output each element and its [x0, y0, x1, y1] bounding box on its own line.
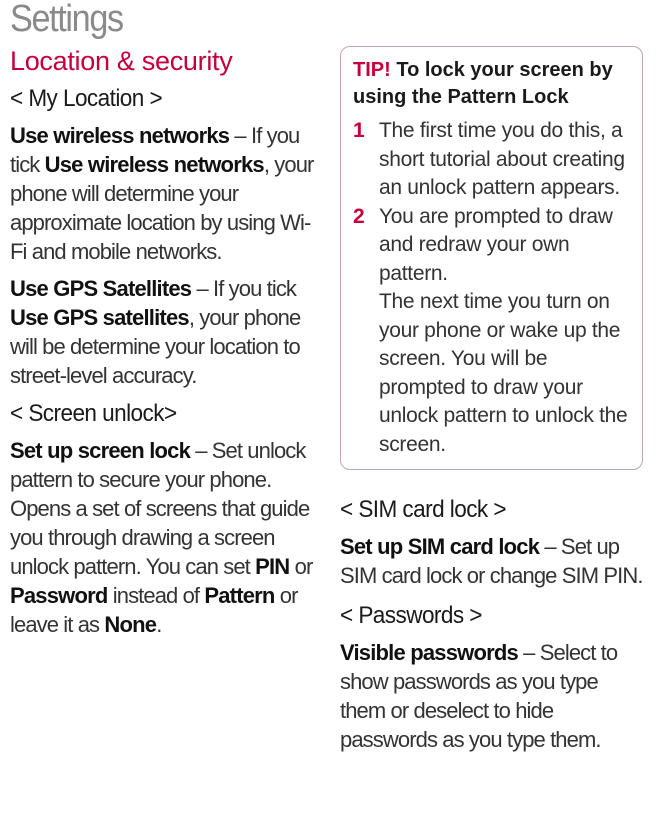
- my-location-heading: < My Location >: [10, 85, 163, 112]
- step-text: The first time you do this, a short tutorial about creating an unlock pattern appears.: [379, 119, 625, 199]
- term-none: None: [104, 612, 157, 637]
- tip-label: TIP!: [353, 59, 391, 81]
- term-visible-passwords: Visible passwords: [340, 640, 518, 665]
- screen-unlock-heading: < Screen unlock>: [10, 400, 177, 427]
- tip-step-1: [353, 117, 630, 203]
- tip-step-2: [353, 203, 630, 460]
- step-number: 2: [353, 204, 365, 228]
- page-title: Settings: [10, 0, 123, 40]
- tip-box: [340, 46, 643, 470]
- term-set-up-sim-card-lock: Set up SIM card lock: [340, 534, 540, 559]
- screen-lock-paragraph: Set up screen lock – Set unlock pattern to secure your phone. Opens a set of screens that guide you through drawing a screen unlock pattern. You can set PIN or Password instead of Pattern or leave it as None.: [10, 438, 313, 637]
- step-number: 1: [353, 119, 365, 142]
- sim-card-lock-heading: < SIM card lock >: [340, 496, 506, 523]
- term-use-gps-satellites: Use GPS Satellites: [10, 276, 192, 301]
- left-column: [10, 46, 315, 647]
- wireless-networks-paragraph: Use wireless networks – If you tick Use wireless networks, your phone will determine your approximate location by using Wi-Fi and mobile networks.: [10, 123, 314, 264]
- step-text: You are prompted to draw and redraw your own pattern.: [379, 204, 613, 285]
- gps-satellites-paragraph: Use GPS Satellites – If you tick Use GPS satellites, your phone will be determine your location to street-level accuracy.: [10, 276, 301, 388]
- term-pin: PIN: [255, 554, 290, 579]
- visible-passwords-paragraph: Visible passwords – Select to show passwords as you type them or deselect to hide passwords as you type them.: [340, 640, 618, 752]
- section-title: Location & security: [10, 46, 233, 76]
- step-text-continued: The next time you turn on your phone or wake up the screen. You will be prompted to draw your unlock pattern to unlock the screen.: [379, 290, 628, 456]
- passwords-heading: < Passwords >: [340, 602, 482, 629]
- term-password: Password: [10, 583, 108, 608]
- term-use-wireless-networks-2: Use wireless networks: [44, 152, 264, 177]
- term-use-gps-satellites-2: Use GPS satellites: [10, 305, 189, 330]
- sim-card-lock-paragraph: Set up SIM card lock – Set up SIM card lock or change SIM PIN.: [340, 534, 643, 588]
- term-pattern: Pattern: [204, 583, 275, 608]
- term-set-up-screen-lock: Set up screen lock: [10, 438, 191, 463]
- right-column: [340, 46, 645, 762]
- term-use-wireless-networks: Use wireless networks: [10, 123, 230, 148]
- tip-heading: TIP! To lock your screen by using the Pattern Lock: [353, 59, 613, 108]
